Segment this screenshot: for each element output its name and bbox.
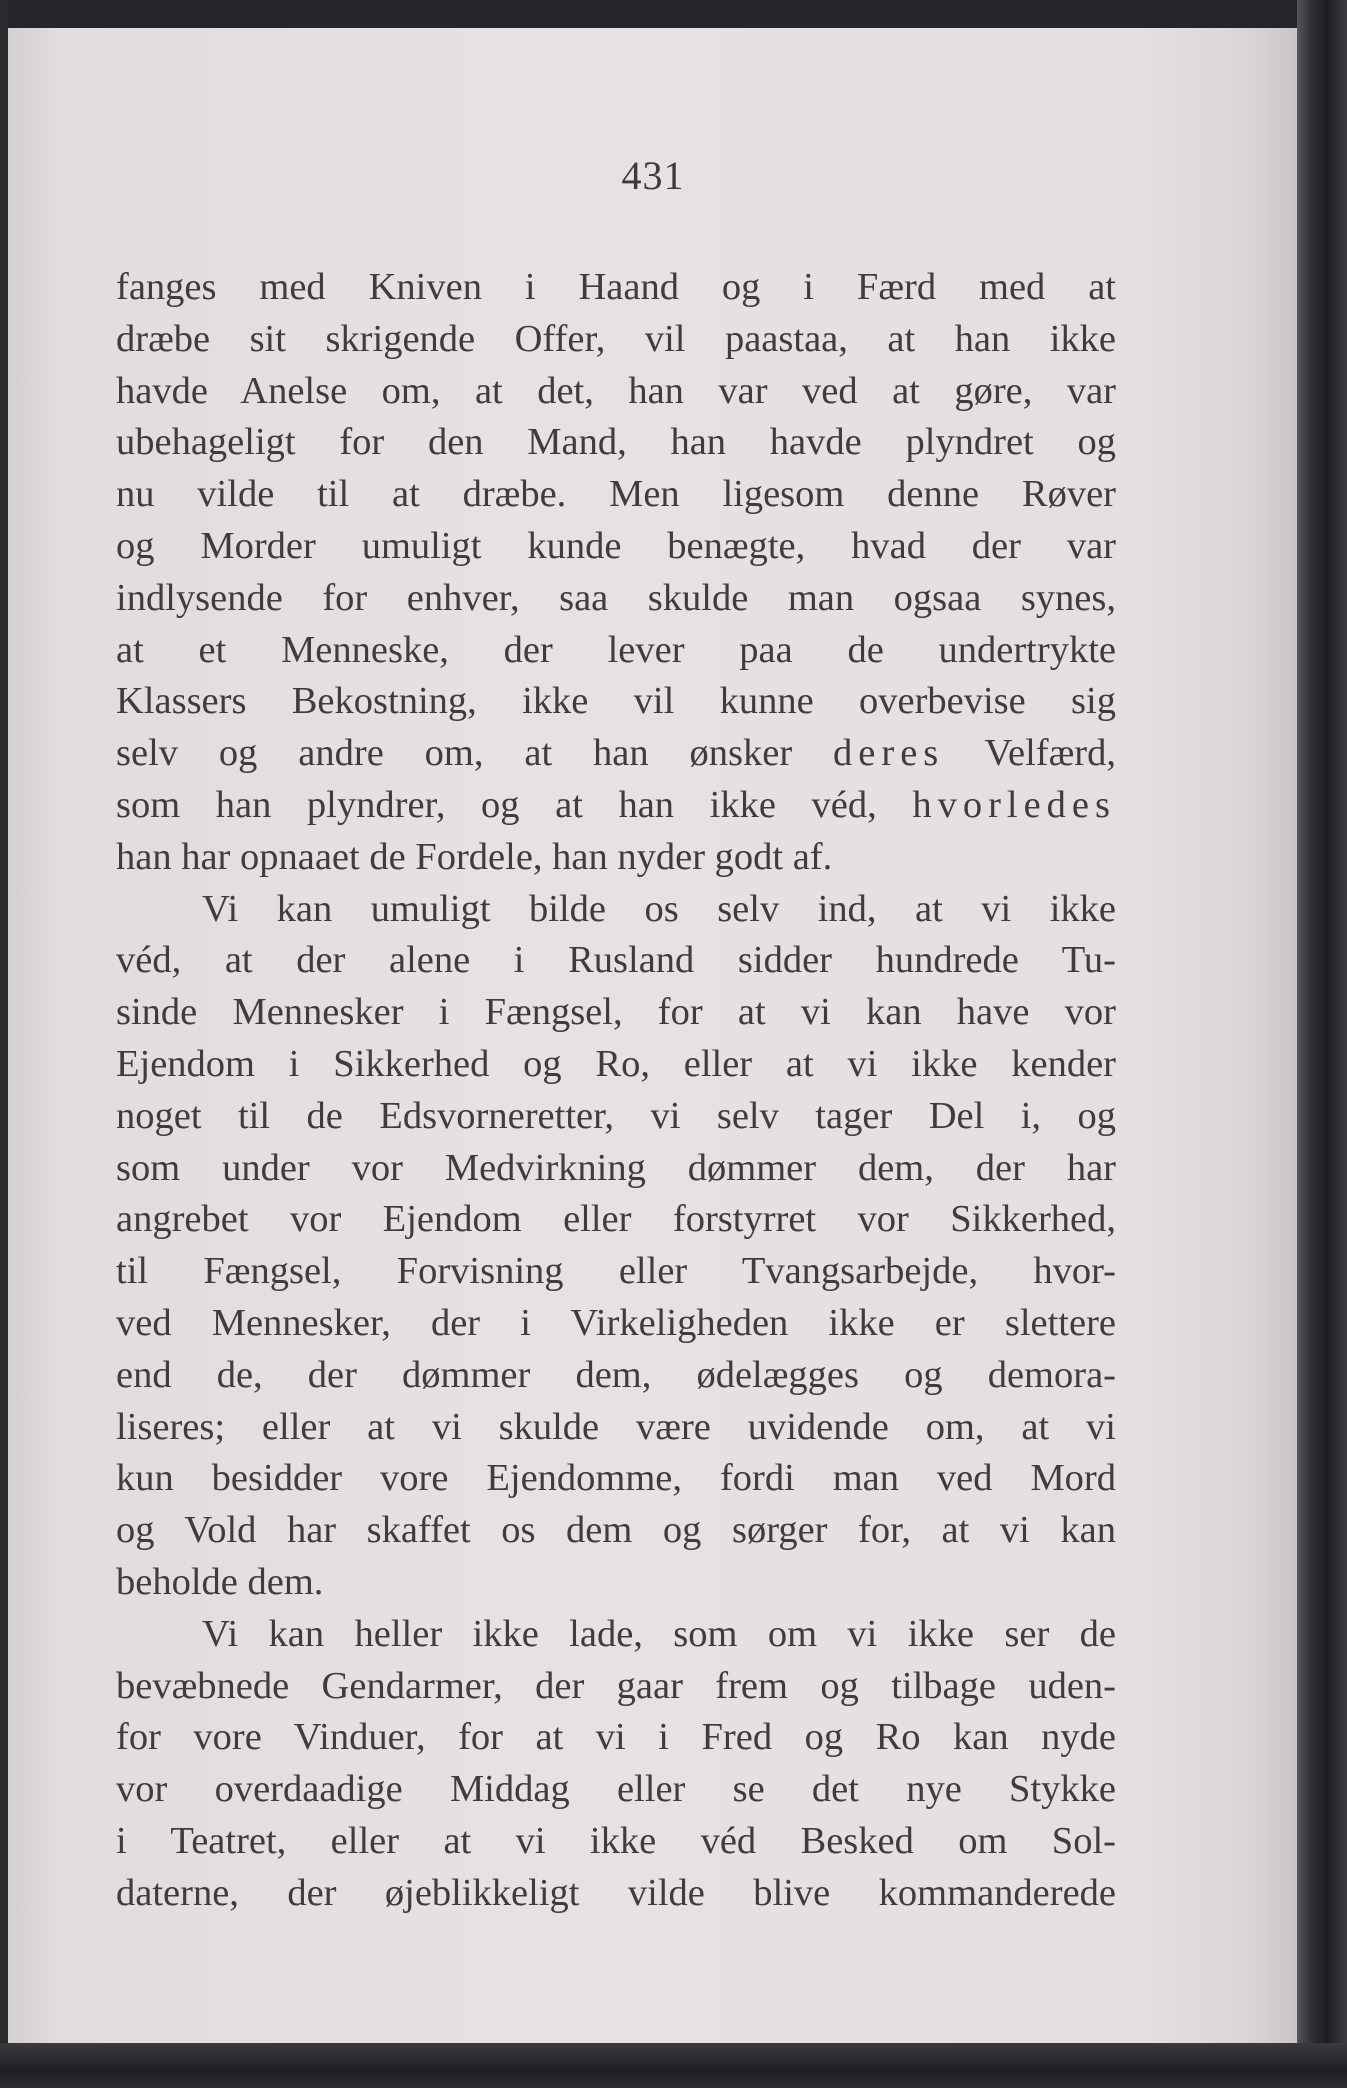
text-line: noget til de Edsvorneretter, vi selv tager Del i, og — [116, 1094, 1116, 1137]
paragraph-3 — [116, 1609, 1116, 1920]
book-bottom-edge — [0, 2043, 1347, 2088]
text-segment: selv og andre om, at han ønsker — [116, 732, 834, 775]
text-line: havde Anelse om, at det, han var ved at gøre, var — [116, 369, 1116, 412]
body-text — [116, 262, 1116, 1920]
text-line — [116, 728, 1116, 780]
text-line: nu vilde til at dræbe. Men ligesom denne Røver — [116, 473, 1116, 516]
text-line: sinde Mennesker i Fængsel, for at vi kan have vor — [116, 991, 1116, 1034]
text-line: bevæbnede Gendarmer, der gaar frem og tilbage uden- — [116, 1664, 1116, 1707]
text-line: til Fængsel, Forvisning eller Tvangsarbejde, hvor- — [116, 1250, 1116, 1293]
text-line: som under vor Medvirkning dømmer dem, der har — [116, 1146, 1116, 1189]
text-line: Ejendom i Sikkerhed og Ro, eller at vi ikke kender — [116, 1042, 1116, 1085]
paragraph-1 — [116, 262, 1116, 884]
emphasized-word: hvorledes — [912, 783, 1116, 826]
text-line: indlysende for enhver, saa skulde man ogsaa synes, — [116, 576, 1116, 619]
text-line: for vore Vinduer, for at vi i Fred og Ro kan nyde — [116, 1716, 1116, 1759]
text-line: liseres; eller at vi skulde være uvidende om, at vi — [116, 1405, 1116, 1448]
text-segment: som han plyndrer, og at han ikke véd, — [116, 783, 913, 826]
text-line: end de, der dømmer dem, ødelægges og demora- — [116, 1353, 1116, 1396]
text-line: Vi kan heller ikke lade, som om vi ikke ser de — [202, 1612, 1116, 1655]
text-line: daterne, der øjeblikkeligt vilde blive kommanderede — [116, 1871, 1116, 1914]
text-line: angrebet vor Ejendom eller forstyrret vor Sikkerhed, — [116, 1198, 1116, 1241]
text-line: og Morder umuligt kunde benægte, hvad der var — [116, 524, 1116, 567]
text-line: at et Menneske, der lever paa de undertrykte — [116, 628, 1116, 671]
text-line: og Vold har skaffet os dem og sørger for, at vi kan — [116, 1509, 1116, 1552]
text-line: ubehageligt for den Mand, han havde plyndret og — [116, 421, 1116, 464]
text-line: kun besidder vore Ejendomme, fordi man ved Mord — [116, 1457, 1116, 1500]
text-line: i Teatret, eller at vi ikke véd Besked om Sol- — [116, 1819, 1116, 1862]
text-segment: Velfærd, — [944, 732, 1116, 775]
text-line: han har opnaaet de Fordele, han nyder godt af. — [116, 835, 833, 878]
book-cover-edge — [1297, 0, 1347, 2088]
page-number: 431 — [621, 153, 685, 198]
text-line: Vi kan umuligt bilde os selv ind, at vi ikke — [202, 887, 1116, 930]
text-line: véd, at der alene i Rusland sidder hundrede Tu- — [116, 939, 1116, 982]
emphasized-word: deres — [833, 732, 945, 775]
page-sheet — [8, 0, 1298, 2045]
text-line: vor overdaadige Middag eller se det nye Stykke — [116, 1768, 1116, 1811]
text-line: fanges med Kniven i Haand og i Færd med at — [116, 266, 1116, 308]
text-line: dræbe sit skrigende Offer, vil paastaa, at han ikke — [116, 317, 1116, 360]
paragraph-2 — [116, 884, 1116, 1609]
text-line — [116, 780, 1116, 832]
text-line: ved Mennesker, der i Virkeligheden ikke er slettere — [116, 1301, 1116, 1344]
text-line: Klassers Bekostning, ikke vil kunne overbevise sig — [116, 680, 1116, 723]
text-line: beholde dem. — [116, 1560, 324, 1603]
